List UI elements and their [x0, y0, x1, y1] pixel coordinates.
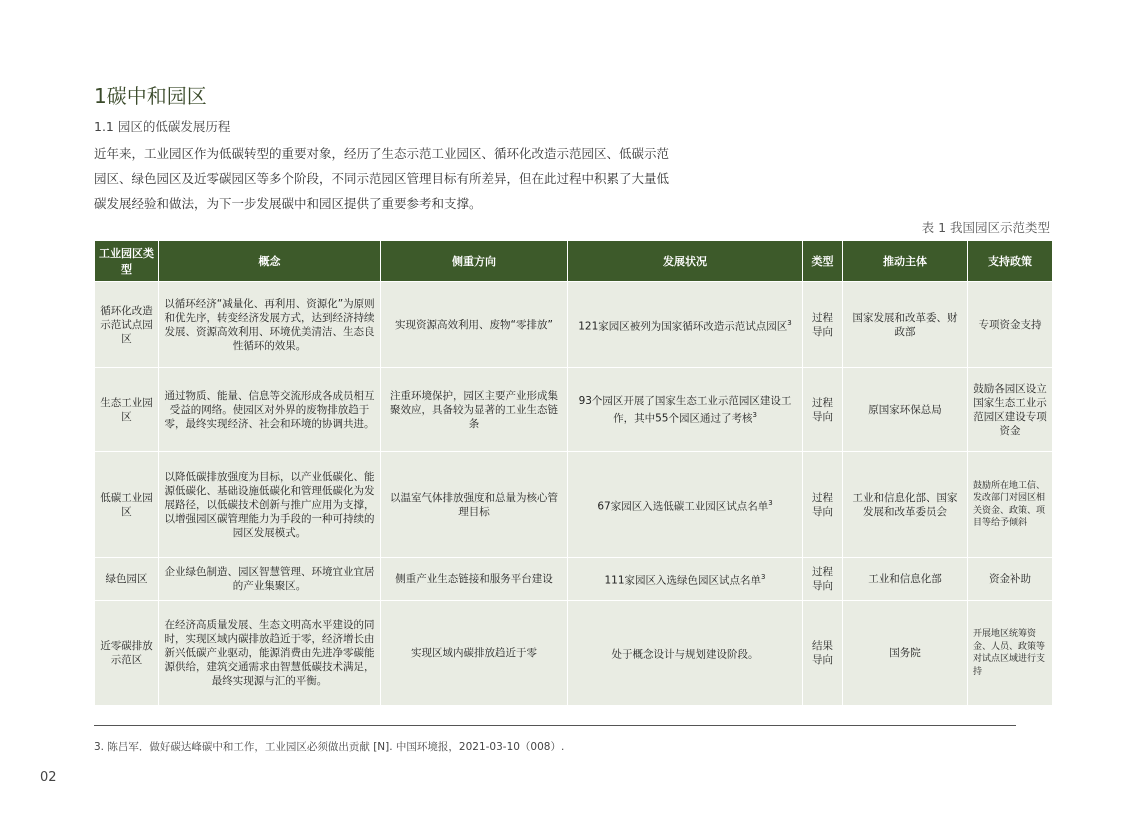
- actor-text: 原国家环保总局: [868, 403, 942, 416]
- cell-actor: [843, 601, 968, 706]
- cell-focus: [381, 601, 568, 706]
- cell-kind: [803, 558, 843, 601]
- kind-text: 结果导向: [812, 640, 833, 666]
- actor-text: 国务院: [889, 647, 921, 659]
- focus-text: 注重环境保护，园区主要产业形成集聚效应，具备较为显著的工业生态链条: [390, 389, 558, 430]
- header-concept: 概念: [159, 241, 381, 282]
- cell-actor: [843, 452, 968, 558]
- cell-status: [568, 368, 803, 452]
- cell-park-type: [95, 368, 159, 452]
- cell-actor: [843, 558, 968, 601]
- cell-status: [568, 558, 803, 601]
- cell-concept: [159, 452, 381, 558]
- cell-kind: [803, 368, 843, 452]
- cell-actor: [843, 282, 968, 368]
- table-row: [95, 558, 1053, 601]
- park-type-text: 近零碳排放示范区: [100, 640, 153, 666]
- park-type-text: 低碳工业园区: [100, 491, 153, 518]
- table-row: [95, 368, 1053, 452]
- kind-text: 过程导向: [812, 396, 833, 423]
- header-focus: 侧重方向: [381, 241, 568, 282]
- header-policy: 支持政策: [968, 241, 1053, 282]
- concept-text: 通过物质、能量、信息等交流形成各成员相互受益的网络。使园区对外界的废物排放趋于零，最终实现经济、社会和环境的协调共进。: [164, 389, 375, 430]
- focus-text: 侧重产业生态链接和服务平台建设: [395, 573, 553, 585]
- footnote: 3. 陈吕军．做好碳达峰碳中和工作，工业园区必须做出贡献 [N]. 中国环境报，2021-03-10（008）.: [94, 741, 565, 753]
- policy-text: 开展地区统筹资金、人员、政策等对试点区域进行支持: [973, 629, 1046, 677]
- status-text: 处于概念设计与规划建设阶段。: [611, 648, 759, 661]
- header-actor: 推动主体: [843, 241, 968, 282]
- footnote-divider: [94, 725, 1016, 726]
- cell-status: [568, 601, 803, 706]
- cell-focus: [381, 282, 568, 368]
- table-header-row: [95, 241, 1053, 282]
- footnote-ref: 3: [752, 410, 757, 419]
- kind-text: 过程导向: [812, 311, 833, 338]
- concept-text: 以循环经济“减量化、再利用、资源化”为原则和优先序，转变经济发展方式，达到经济持续发展、资源高效利用、环境优美清洁、生态良性循环的效果。: [164, 297, 375, 352]
- cell-kind: [803, 601, 843, 706]
- policy-text: 鼓励所在地工信、发改部门对园区相关资金、政策、项目等给予倾斜: [973, 480, 1046, 528]
- cell-focus: [381, 452, 568, 558]
- focus-text: 实现区域内碳排放趋近于零: [411, 647, 537, 659]
- cell-concept: [159, 558, 381, 601]
- cell-actor: [843, 368, 968, 452]
- concept-text: 以降低碳排放强度为目标，以产业低碳化、能源低碳化、基础设施低碳化和管理低碳化为发展路径，以低碳技术创新与推广应用为支撑，以增强园区碳管理能力为手段的一种可持续的园区发展模式。: [164, 470, 375, 539]
- concept-text: 在经济高质量发展、生态文明高水平建设的同时，实现区域内碳排放趋近于零，经济增长由新兴低碳产业驱动，能源消费由先进净零碳能源供给，建筑交通需求由智慧低碳技术满足，最终实现源与汇的平衡。: [164, 619, 375, 687]
- focus-text: 实现资源高效利用、废物“零排放”: [395, 318, 553, 331]
- cell-policy: [968, 601, 1053, 706]
- table-row: [95, 601, 1053, 706]
- park-type-text: 绿色园区: [105, 573, 148, 585]
- cell-kind: [803, 282, 843, 368]
- header-kind: 类型: [803, 241, 843, 282]
- policy-text: 资金补助: [989, 573, 1031, 585]
- policy-text: 鼓励各园区设立国家生态工业示范园区建设专项资金: [973, 382, 1047, 437]
- page-title: 1碳中和园区: [94, 84, 207, 108]
- table-row: [95, 282, 1053, 368]
- status-text: 67家园区入选低碳工业园区试点名单: [597, 500, 769, 513]
- cell-kind: [803, 452, 843, 558]
- cell-focus: [381, 368, 568, 452]
- cell-concept: [159, 601, 381, 706]
- intro-paragraph: 近年来，工业园区作为低碳转型的重要对象，经历了生态示范工业园区、循环化改造示范园区、低碳示范园区、绿色园区及近零碳园区等多个阶段，不同示范园区管理目标有所差异，但在此过程中积累了大量低碳发展经验和做法，为下一步发展碳中和园区提供了重要参考和支撑。: [94, 146, 670, 211]
- cell-concept: [159, 282, 381, 368]
- cell-status: [568, 282, 803, 368]
- footnote-ref: 3: [768, 498, 773, 507]
- actor-text: 工业和信息化部、国家发展和改革委员会: [852, 491, 958, 518]
- actor-text: 国家发展和改革委、财政部: [852, 311, 958, 338]
- park-type-text: 生态工业园区: [100, 396, 153, 423]
- cell-park-type: [95, 452, 159, 558]
- actor-text: 工业和信息化部: [868, 573, 942, 585]
- section-subtitle: 1.1 园区的低碳发展历程: [94, 119, 231, 134]
- park-type-text: 循环化改造示范试点园区: [100, 304, 153, 345]
- cell-focus: [381, 558, 568, 601]
- page-number: 02: [40, 770, 57, 785]
- focus-text: 以温室气体排放强度和总量为核心管理目标: [390, 491, 558, 518]
- policy-text: 专项资金支持: [978, 318, 1042, 331]
- cell-policy: [968, 282, 1053, 368]
- footnote-ref: 3: [761, 573, 766, 582]
- cell-policy: [968, 368, 1053, 452]
- cell-concept: [159, 368, 381, 452]
- table-row: [95, 452, 1053, 558]
- concept-text: 企业绿色制造、园区智慧管理、环境宜业宜居的产业集聚区。: [164, 566, 375, 592]
- cell-park-type: [95, 558, 159, 601]
- kind-text: 过程导向: [812, 491, 833, 518]
- park-types-table: [94, 240, 1053, 706]
- status-text: 121家园区被列为国家循环改造示范试点园区: [578, 320, 788, 333]
- cell-policy: [968, 452, 1053, 558]
- footnote-ref: 3: [787, 318, 792, 327]
- status-text: 111家园区入选绿色园区试点名单: [604, 574, 762, 587]
- kind-text: 过程导向: [812, 566, 833, 592]
- header-park-type: 工业园区类型: [95, 241, 159, 282]
- cell-park-type: [95, 601, 159, 706]
- cell-park-type: [95, 282, 159, 368]
- header-status: 发展状况: [568, 241, 803, 282]
- cell-status: [568, 452, 803, 558]
- cell-policy: [968, 558, 1053, 601]
- status-text: 93个园区开展了国家生态工业示范园区建设工作，其中55个园区通过了考核: [578, 394, 792, 425]
- table-caption: 表 1 我国园区示范类型: [921, 220, 1050, 235]
